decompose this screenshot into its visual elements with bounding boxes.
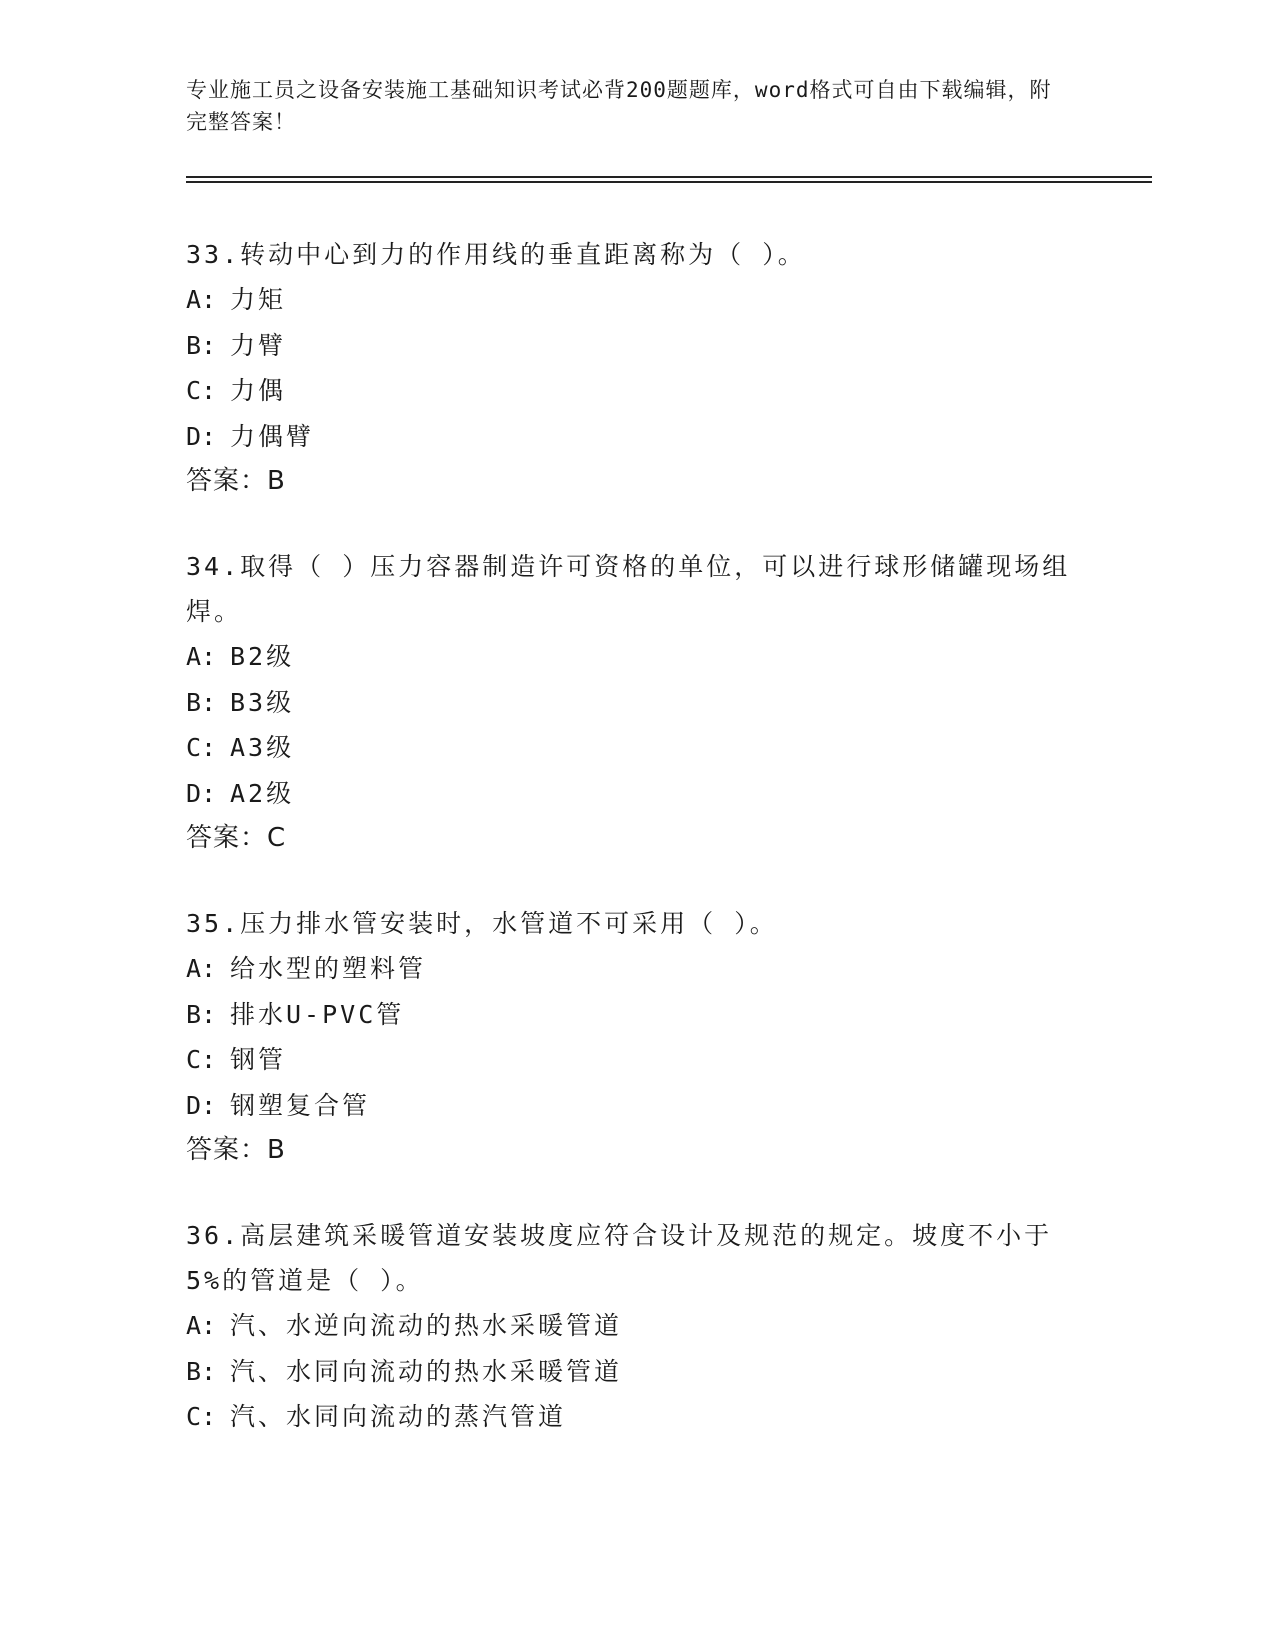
option-text: 汽、水逆向流动的热水采暖管道 (230, 1311, 623, 1340)
option-label: A: (186, 1311, 217, 1340)
option-a (186, 946, 1086, 992)
option-c (186, 368, 1086, 414)
question-33 (186, 232, 1086, 504)
option-label: D: (186, 778, 217, 808)
document-header: 专业施工员之设备安装施工基础知识考试必背200题题库，word格式可自由下载编辑，附完整答案！ (186, 78, 1052, 134)
option-label: C: (186, 733, 217, 762)
option-text: 力偶臂 (230, 421, 315, 451)
header-divider-bottom (186, 181, 1152, 183)
option-text: 排水U-PVC管 (230, 999, 405, 1029)
question-text: 36.高层建筑采暖管道安装坡度应符合设计及规范的规定。坡度不小于5%的管道是（ ）。 (186, 1221, 1053, 1295)
answer-text: 答案：C (186, 823, 287, 853)
option-text: 力偶 (230, 376, 287, 405)
option-label: C: (186, 376, 217, 405)
option-text: 钢管 (230, 1045, 287, 1074)
option-b (186, 992, 1086, 1038)
option-c (186, 1037, 1086, 1083)
answer-text: 答案：B (186, 466, 286, 496)
option-label: D: (186, 421, 217, 451)
option-label: B: (186, 687, 217, 717)
answer-text: 答案：B (186, 1135, 286, 1165)
question-list (186, 232, 1086, 1480)
option-text: 力矩 (230, 285, 287, 314)
option-label: B: (186, 999, 217, 1029)
option-c (186, 725, 1086, 771)
option-text: 力臂 (230, 330, 287, 360)
option-c (186, 1394, 1086, 1440)
option-text: 汽、水同向流动的热水采暖管道 (230, 1356, 623, 1386)
option-b (186, 1349, 1086, 1395)
option-label: A: (186, 285, 217, 314)
question-text: 35.压力排水管安装时，水管道不可采用（ ）。 (186, 909, 778, 938)
option-text: A2级 (230, 778, 295, 808)
option-label: C: (186, 1045, 217, 1074)
option-label: A: (186, 642, 217, 671)
option-d (186, 1083, 1086, 1129)
option-label: B: (186, 1356, 217, 1386)
question-text: 34.取得（ ）压力容器制造许可资格的单位，可以进行球形储罐现场组焊。 (186, 552, 1071, 626)
option-b (186, 323, 1086, 369)
option-text: B3级 (230, 687, 295, 717)
option-label: A: (186, 954, 217, 983)
option-text: 给水型的塑料管 (230, 954, 427, 983)
question-text: 33.转动中心到力的作用线的垂直距离称为（ ）。 (186, 240, 806, 269)
option-a (186, 634, 1086, 680)
option-text: 钢塑复合管 (230, 1090, 371, 1120)
option-a (186, 1303, 1086, 1349)
option-label: B: (186, 330, 217, 360)
question-35 (186, 901, 1086, 1173)
option-d (186, 414, 1086, 460)
option-text: A3级 (230, 733, 295, 762)
option-text: B2级 (230, 642, 295, 671)
header-divider-top (186, 176, 1152, 178)
option-text: 汽、水同向流动的蒸汽管道 (230, 1402, 567, 1431)
option-label: D: (186, 1090, 217, 1120)
option-b (186, 680, 1086, 726)
option-d (186, 771, 1086, 817)
option-a (186, 277, 1086, 323)
question-36 (186, 1213, 1086, 1440)
question-34 (186, 544, 1086, 861)
option-label: C: (186, 1402, 217, 1431)
